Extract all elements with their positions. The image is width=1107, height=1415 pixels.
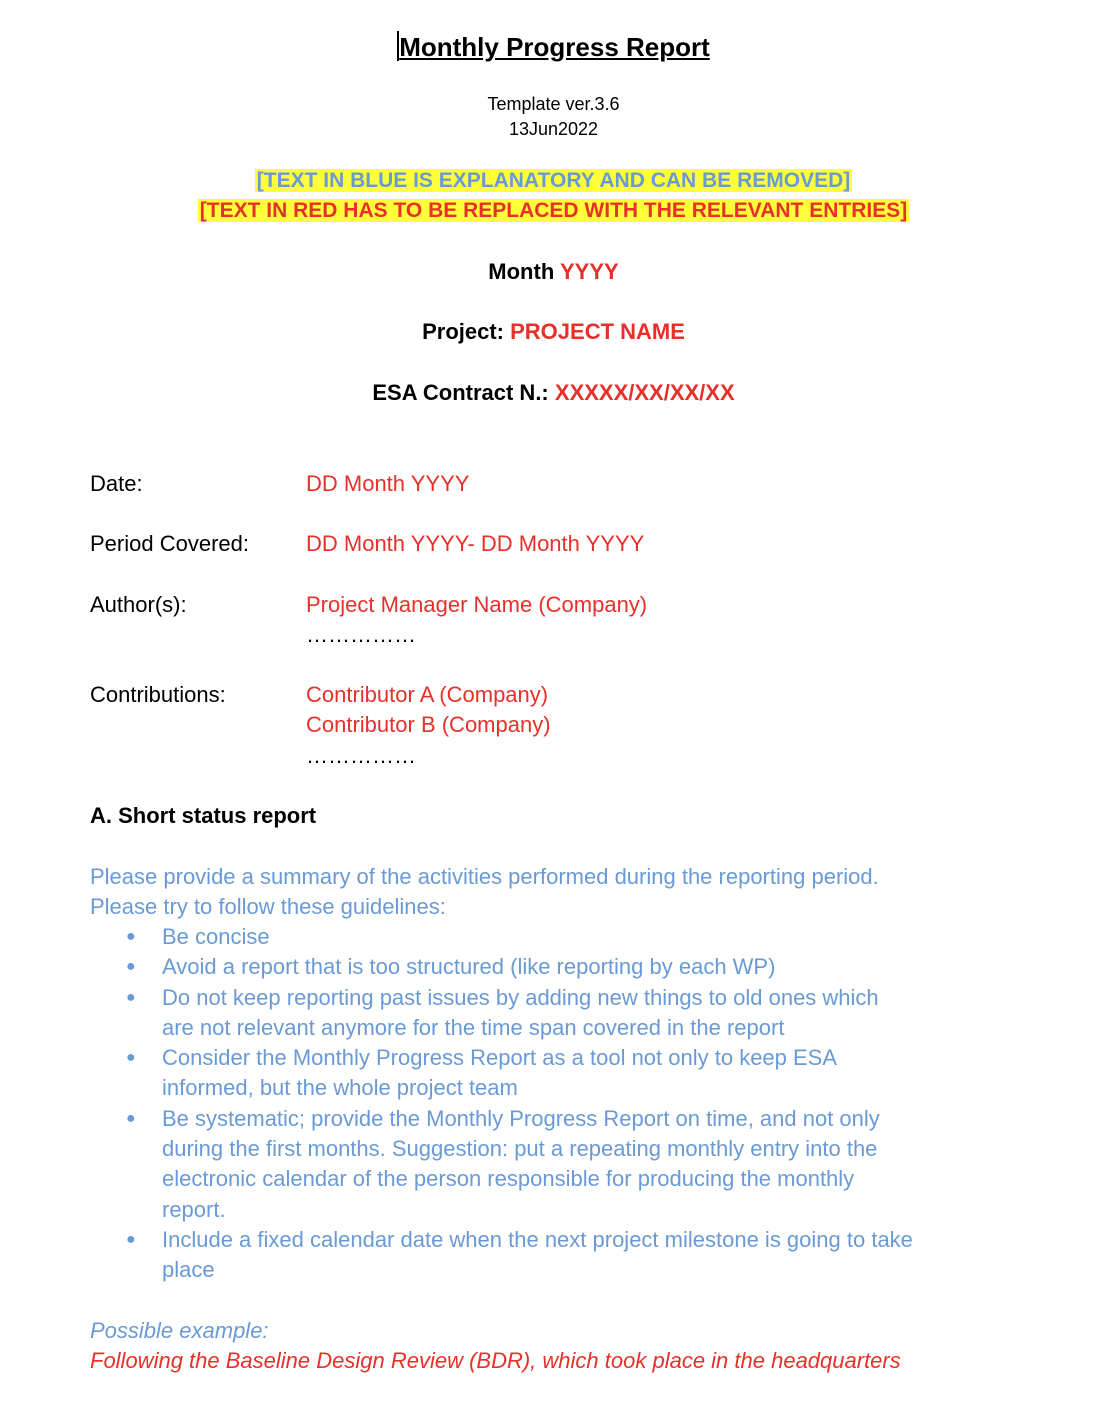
list-item bbox=[90, 1225, 1020, 1286]
bullet-icon: ● bbox=[126, 958, 136, 976]
list-item bbox=[90, 983, 1020, 1044]
bullet-icon: ● bbox=[126, 1049, 136, 1067]
list-item bbox=[90, 1104, 1020, 1225]
list-item-text: Consider the Monthly Progress Report as a tool not only to keep ESA informed, but the whole project team bbox=[162, 1045, 838, 1101]
authors-dots: …………… bbox=[306, 622, 416, 647]
month-value: YYYY bbox=[559, 259, 619, 284]
contract-value: XXXXX/XX/XX/XX bbox=[554, 380, 735, 405]
contributions-dots: …………… bbox=[306, 743, 416, 768]
month-label: Month bbox=[488, 259, 555, 284]
project-label: Project: bbox=[422, 319, 504, 344]
contract-label: ESA Contract N.: bbox=[372, 380, 549, 405]
contract-heading bbox=[0, 378, 1107, 408]
bullet-icon: ● bbox=[126, 928, 136, 945]
period-label: Period Covered: bbox=[90, 531, 249, 556]
document-title bbox=[0, 30, 1107, 64]
contributions-label: Contributions: bbox=[90, 682, 226, 707]
notice-red: [TEXT IN RED HAS TO BE REPLACED WITH THE RELEVANT ENTRIES] bbox=[199, 199, 908, 222]
list-item bbox=[90, 952, 1020, 982]
date-value: DD Month YYYY bbox=[306, 471, 470, 496]
list-item-text: Include a fixed calendar date when the next project milestone is going to take place bbox=[162, 1226, 913, 1283]
list-item-text: Be systematic; provide the Monthly Progress Report on time, and not only during the first months. Suggestion: put a repeating monthly entry into the electronic calendar of the person responsible for producing the monthly report. bbox=[162, 1105, 880, 1222]
contributor-a: Contributor A (Company) bbox=[306, 682, 549, 707]
template-date: 13Jun2022 bbox=[508, 119, 599, 139]
guidelines-list bbox=[90, 922, 1020, 1286]
example-label: Possible example: bbox=[90, 1318, 269, 1343]
notice-red-line bbox=[0, 196, 1107, 226]
list-item-text: Be concise bbox=[162, 924, 270, 949]
list-item bbox=[90, 1043, 1020, 1104]
example-text: Following the Baseline Design Review (BDR), which took place in the headquarters bbox=[90, 1348, 901, 1373]
list-item-text: Avoid a report that is too structured (like reporting by each WP) bbox=[162, 954, 776, 980]
project-heading bbox=[0, 317, 1107, 347]
document-title-text: Monthly Progress Report bbox=[399, 32, 710, 62]
bullet-icon: ● bbox=[126, 988, 136, 1006]
bullet-icon: ● bbox=[126, 1230, 136, 1248]
notice-blue-line bbox=[0, 166, 1107, 196]
list-item-text: Do not keep reporting past issues by adding new things to old ones which are not relevant anymore for the time span covered in the report bbox=[162, 984, 879, 1040]
bullet-icon: ● bbox=[126, 1109, 136, 1127]
period-value: DD Month YYYY- DD Month YYYY bbox=[306, 531, 645, 556]
date-label: Date: bbox=[90, 471, 143, 496]
section-a-heading: A. Short status report bbox=[90, 803, 317, 828]
month-heading bbox=[0, 257, 1107, 287]
section-a-intro-line2: Please try to follow these guidelines: bbox=[90, 894, 446, 919]
list-item bbox=[90, 922, 1020, 952]
project-value: PROJECT NAME bbox=[510, 319, 685, 344]
section-a-intro-line1: Please provide a summary of the activities performed during the reporting period. bbox=[90, 864, 879, 889]
contributor-b: Contributor B (Company) bbox=[306, 712, 551, 737]
notice-blue: [TEXT IN BLUE IS EXPLANATORY AND CAN BE REMOVED] bbox=[256, 169, 851, 192]
authors-label: Author(s): bbox=[90, 592, 187, 617]
template-version: Template ver.3.6 bbox=[487, 94, 620, 114]
authors-value: Project Manager Name (Company) bbox=[306, 592, 648, 617]
